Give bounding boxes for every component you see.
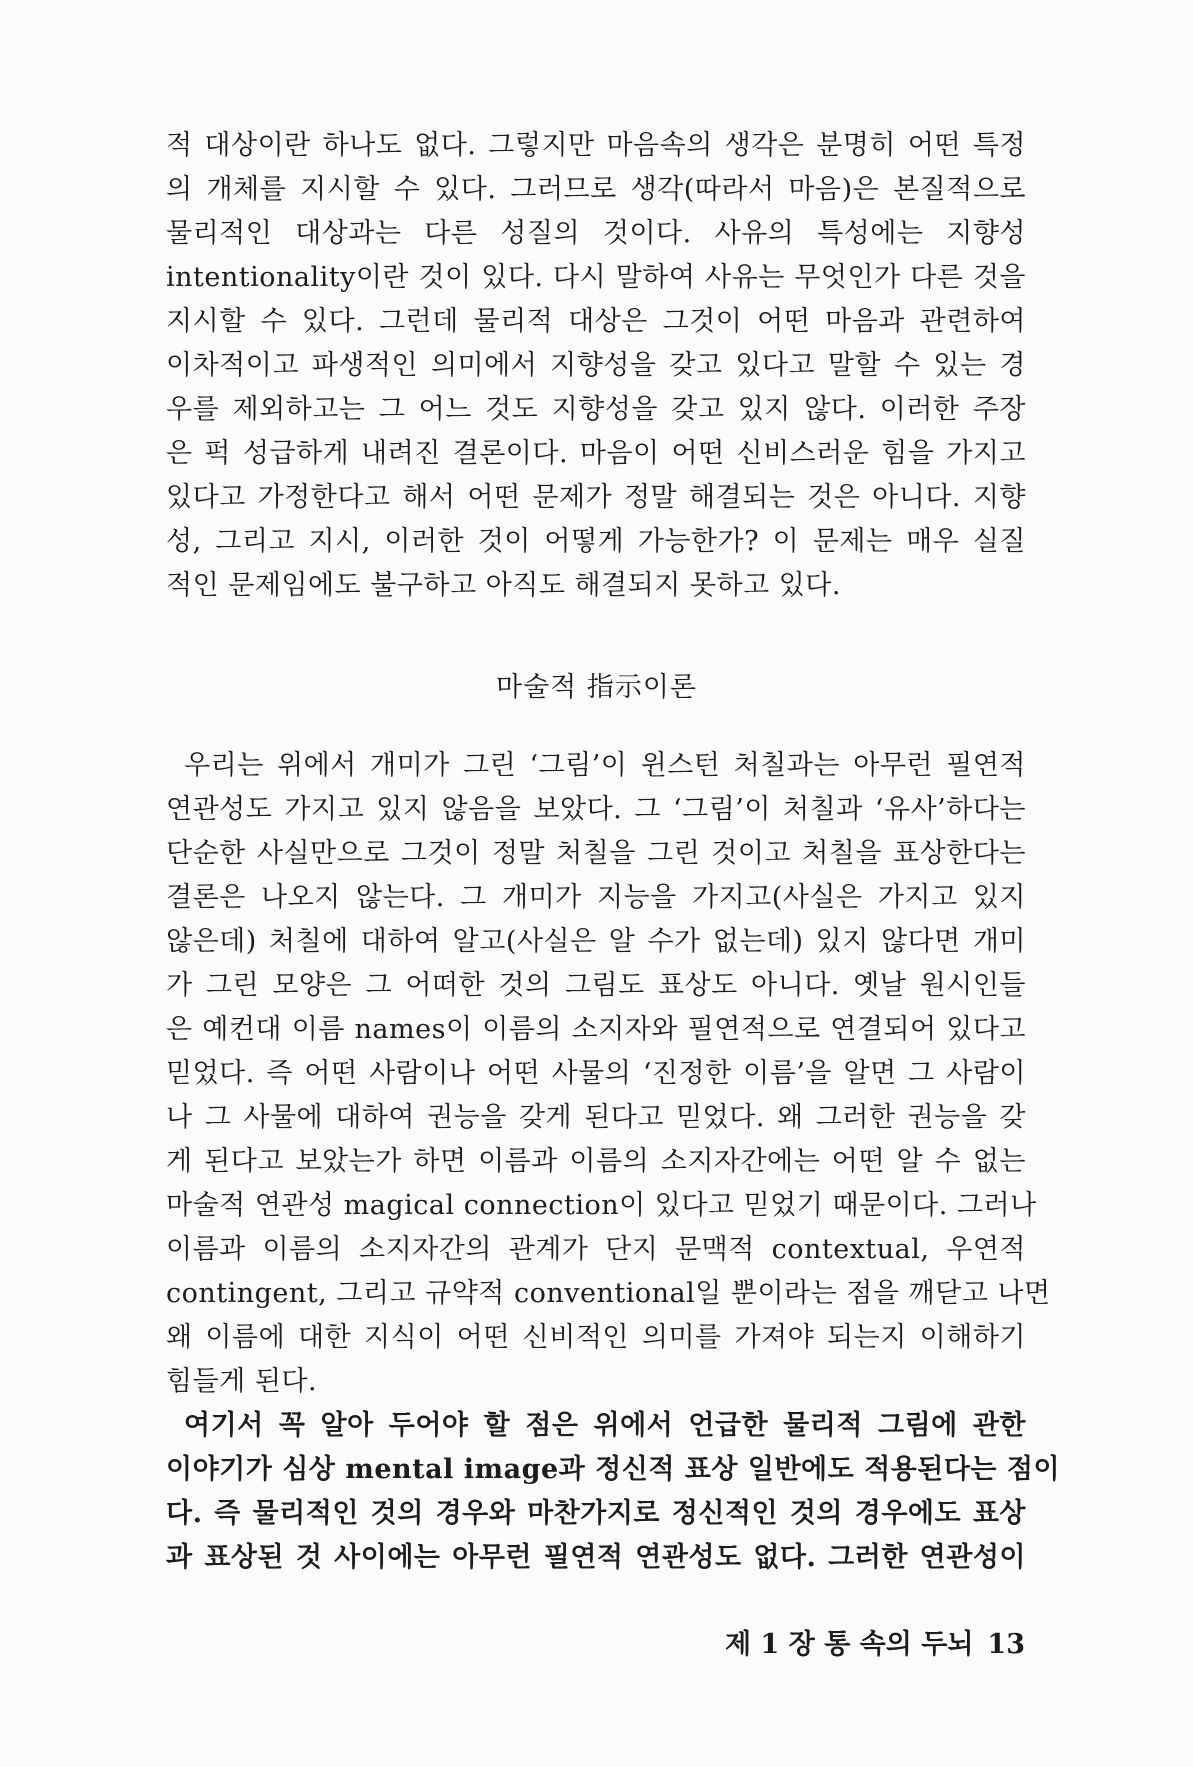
text-line: 은 예컨대 이름 names이 이름의 소지자와 필연적으로 연결되어 있다고 — [166, 1014, 1026, 1045]
page-number: 13 — [987, 1629, 1025, 1660]
text-line: 힘들게 된다. — [166, 1366, 318, 1397]
text-line: 이야기가 심상 mental image과 정신적 표상 일반에도 적용된다는 점이 — [166, 1454, 1061, 1485]
text-line: 믿었다. 즉 어떤 사람이나 어떤 사물의 ‘진정한 이름’을 알면 그 사람이 — [166, 1058, 1026, 1089]
text-line: 다. 즉 물리적인 것의 경우와 마찬가지로 정신적인 것의 경우에도 표상 — [166, 1498, 1026, 1529]
text-line: 여기서 꼭 알아 두어야 할 점은 위에서 언급한 물리적 그림에 관한 — [184, 1410, 1026, 1441]
text-line: 지시할 수 있다. 그런데 물리적 대상은 그것이 어떤 마음과 관련하여 — [166, 306, 1026, 337]
text-line: intentionality이란 것이 있다. 다시 말하여 사유는 무엇인가 다른 것을 — [166, 262, 1026, 293]
text-line: 마술적 연관성 magical connection이 있다고 믿었기 때문이다. 그러나 — [166, 1190, 1037, 1221]
text-line: 은 퍽 성급하게 내려진 결론이다. 마음이 어떤 신비스러운 힘을 가지고 — [166, 438, 1026, 469]
text-line: 물리적인 대상과는 다른 성질의 것이다. 사유의 특성에는 지향성 — [166, 218, 1026, 249]
text-line: 적인 문제임에도 불구하고 아직도 해결되지 못하고 있다. — [166, 570, 841, 601]
chapter-title: 제 1 장 통 속의 두뇌 — [725, 1629, 974, 1660]
text-line: 과 표상된 것 사이에는 아무런 필연적 연관성도 없다. 그러한 연관성이 — [166, 1542, 1026, 1573]
paragraph-bold — [166, 1404, 1061, 1580]
text-line: 가 그린 모양은 그 어떠한 것의 그림도 표상도 아니다. 옛날 원시인들 — [166, 970, 1026, 1001]
text-line: 않은데) 처칠에 대하여 알고(사실은 알 수가 없는데) 있지 않다면 개미 — [166, 926, 1026, 957]
text-line: 단순한 사실만으로 그것이 정말 처칠을 그린 것이고 처칠을 표상한다는 — [166, 838, 1026, 869]
text-line: 적 대상이란 하나도 없다. 그렇지만 마음속의 생각은 분명히 어떤 특정 — [166, 130, 1026, 161]
text-line: 우를 제외하고는 그 어느 것도 지향성을 갖고 있지 않다. 이러한 주장 — [166, 394, 1026, 425]
paragraph-top — [166, 124, 1026, 608]
text-line: 연관성도 가지고 있지 않음을 보았다. 그 ‘그림’이 처칠과 ‘유사’하다는 — [166, 794, 1026, 825]
section-heading: 마술적 指示이론 — [496, 672, 697, 703]
text-line: 나 그 사물에 대하여 권능을 갖게 된다고 믿었다. 왜 그러한 권능을 갖 — [166, 1102, 1026, 1133]
text-line: 의 개체를 지시할 수 있다. 그러므로 생각(따라서 마음)은 본질적으로 — [166, 174, 1026, 205]
text-line: 우리는 위에서 개미가 그린 ‘그림’이 윈스턴 처칠과는 아무런 필연적 — [184, 750, 1026, 781]
text-line: 게 된다고 보았는가 하면 이름과 이름의 소지자간에는 어떤 알 수 없는 — [166, 1146, 1026, 1177]
page-footer — [725, 1625, 1025, 1665]
text-line: 왜 이름에 대한 지식이 어떤 신비적인 의미를 가져야 되는지 이해하기 — [166, 1322, 1026, 1353]
text-line: 이차적이고 파생적인 의미에서 지향성을 갖고 있다고 말할 수 있는 경 — [166, 350, 1026, 381]
text-line: 결론은 나오지 않는다. 그 개미가 지능을 가지고(사실은 가지고 있지 — [166, 882, 1026, 913]
paragraph-main — [166, 744, 1061, 1580]
text-line: 있다고 가정한다고 해서 어떤 문제가 정말 해결되는 것은 아니다. 지향 — [166, 482, 1026, 513]
text-line: 성, 그리고 지시, 이러한 것이 어떻게 가능한가? 이 문제는 매우 실질 — [166, 526, 1026, 557]
text-line: 이름과 이름의 소지자간의 관계가 단지 문맥적 contextual, 우연적 — [166, 1234, 1026, 1265]
text-line: contingent, 그리고 규약적 conventional일 뿐이라는 점을 깨닫고 나면 — [166, 1278, 1051, 1309]
